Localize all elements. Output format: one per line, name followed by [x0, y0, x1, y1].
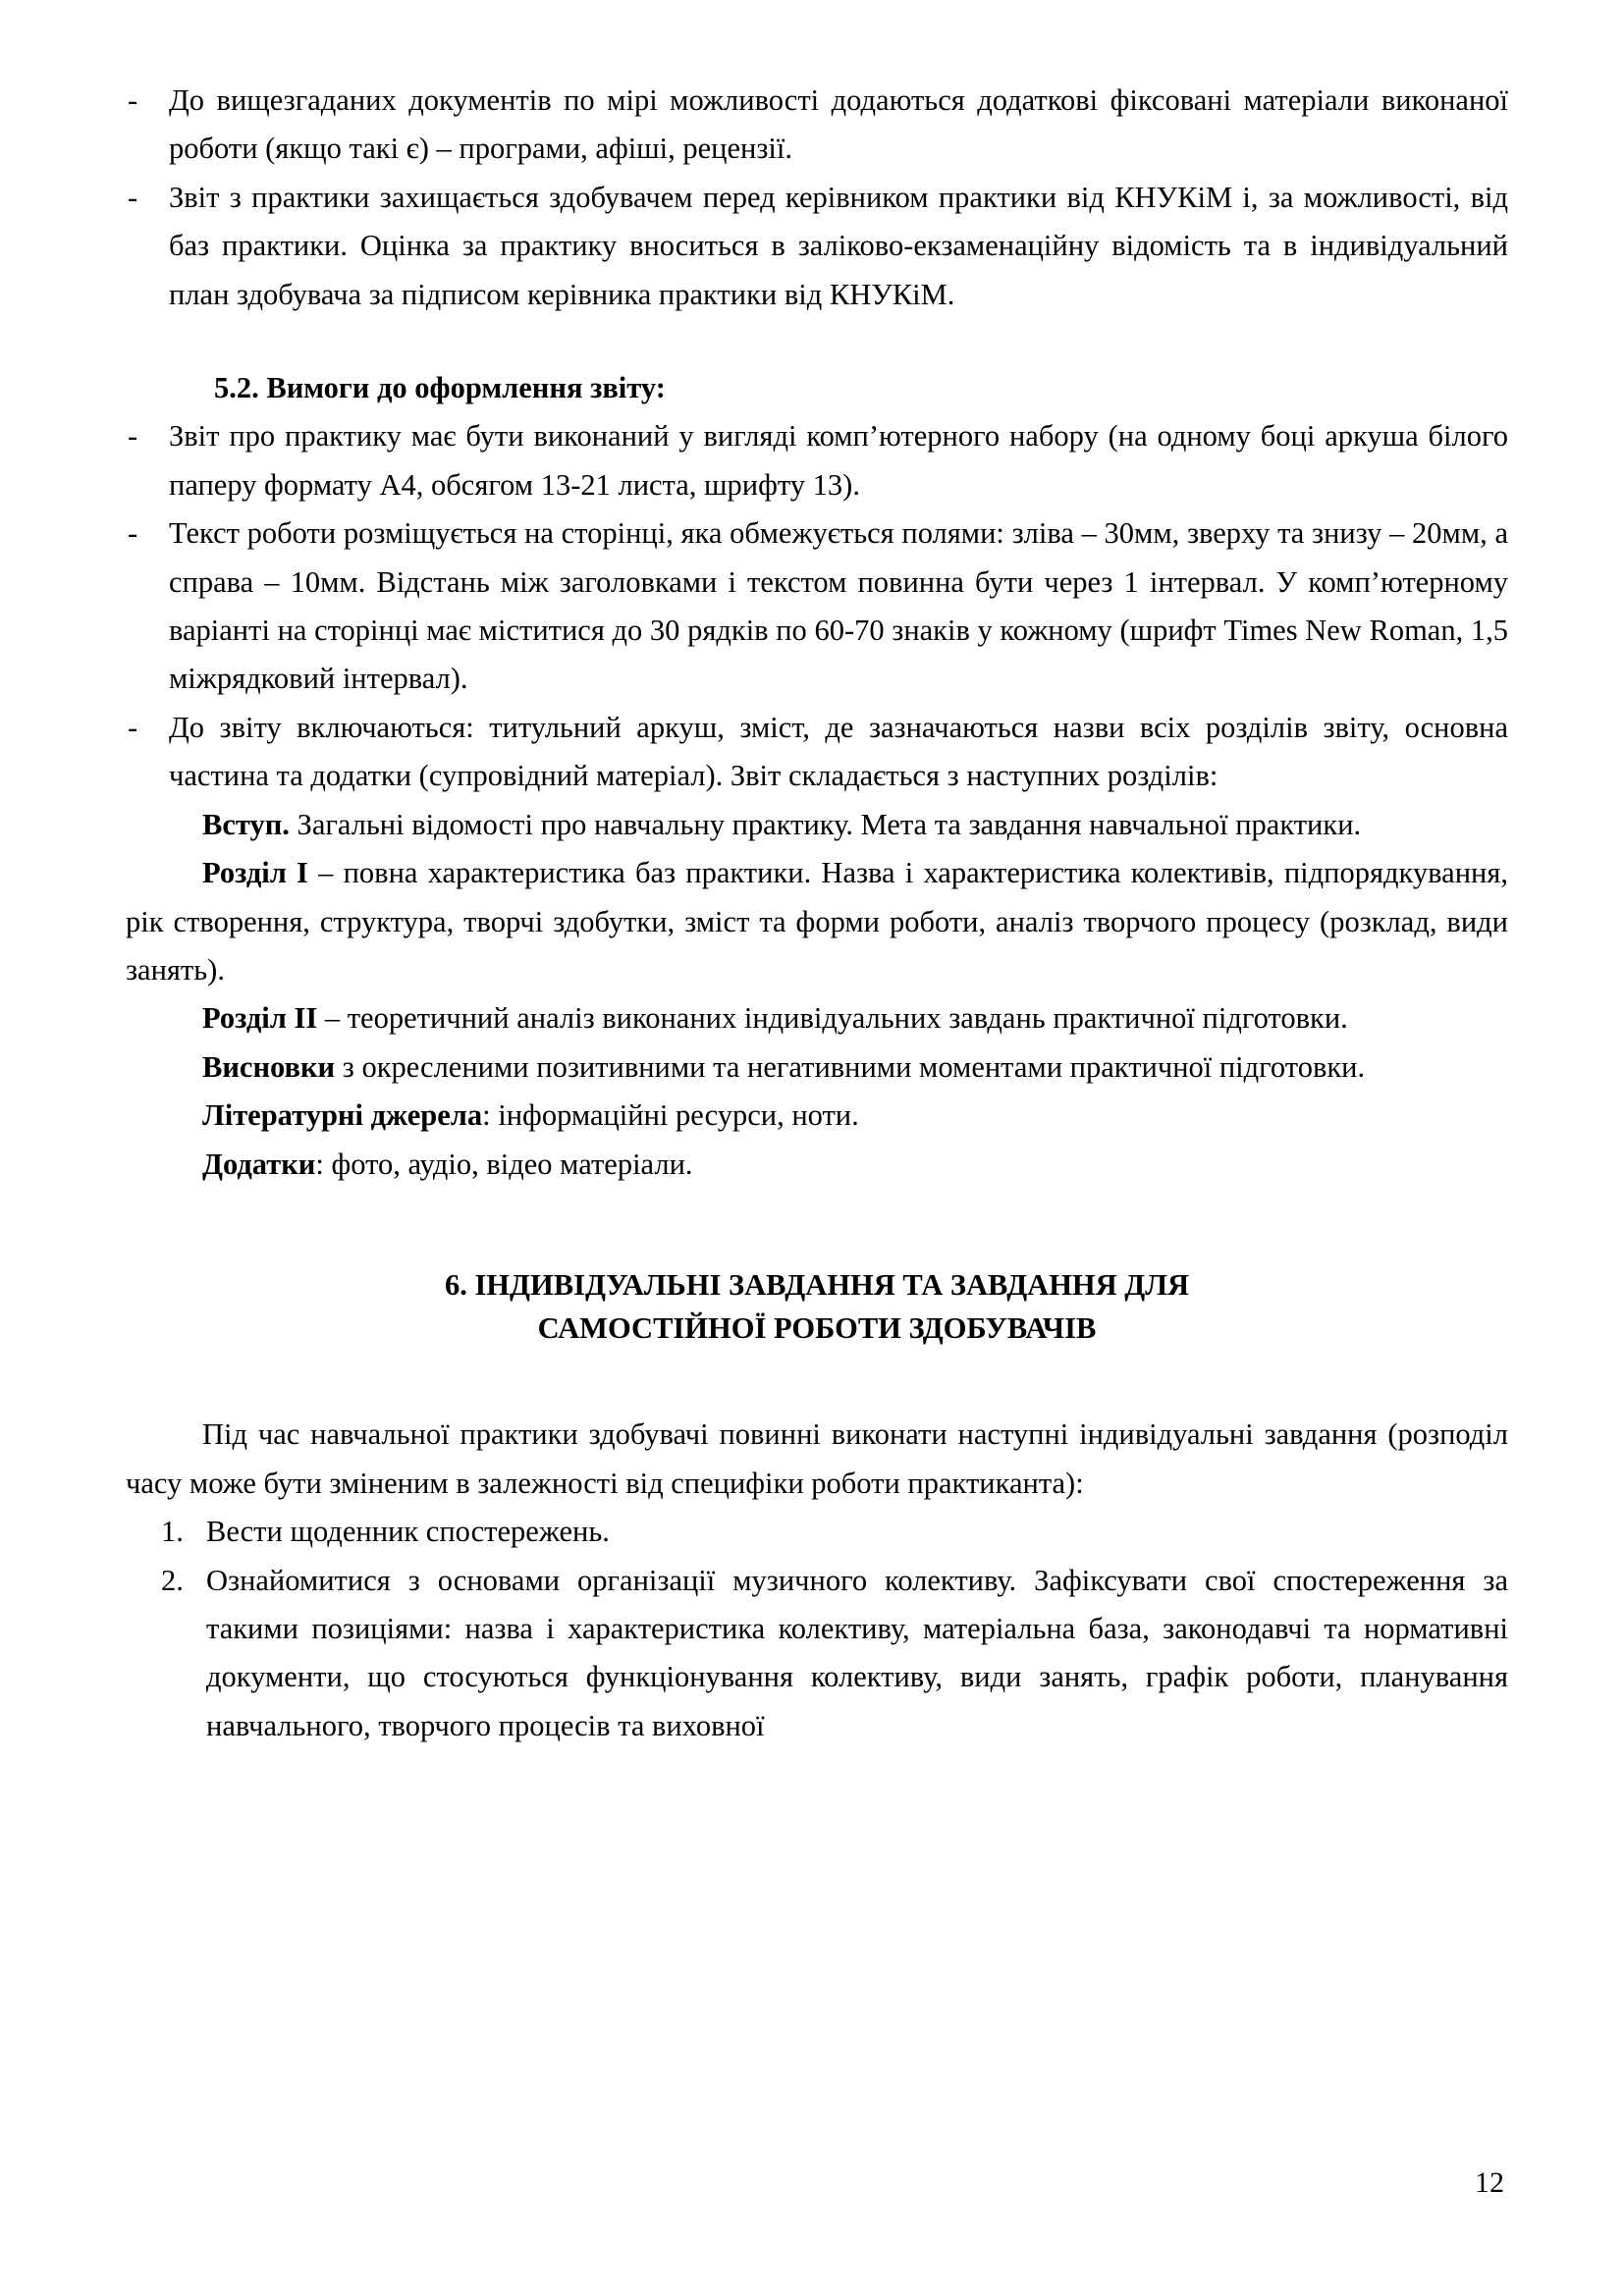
- list-item-text: Звіт про практику має бути виконаний у вигляді комп’ютерного набору (на одному боці аркуша білого паперу формату А4, обсягом 13-21 листа, шрифту 13).: [169, 419, 1508, 502]
- list-item: [126, 1508, 1508, 1556]
- structure-label: Вступ.: [202, 807, 290, 841]
- list-item: [126, 77, 1508, 174]
- report-structure-rozdil-1: [126, 849, 1508, 994]
- structure-label: Висновки: [202, 1049, 336, 1084]
- report-structure-rozdil-2: [126, 994, 1508, 1042]
- number-marker: 1.: [161, 1515, 184, 1549]
- dash-marker: -: [128, 180, 138, 214]
- section-6-intro: Під час навчальної практики здобувачі повинні виконати наступні індивідуальні завдання (розподіл часу може бути зміненим в залежності від специфіки роботи практиканта):: [126, 1417, 1508, 1500]
- list-item: [126, 509, 1508, 704]
- list-item-text: Ознайомитися з основами організації музичного колективу. Зафіксувати свої спостереження за такими позиціями: назва і характеристика колективу, матеріальна база, законодавчі та нормативні документи, що стосуються функціонування колективу, види занять, графік роботи, планування навчального, творчого процесів та виховної: [206, 1563, 1508, 1742]
- document-body: [126, 77, 1508, 1750]
- dash-marker: -: [128, 83, 138, 117]
- list-item-text: Вести щоденник спостережень.: [206, 1515, 610, 1549]
- dash-marker: -: [128, 516, 138, 551]
- list-item-text: Текст роботи розміщується на сторінці, яка обмежується полями: зліва – 30мм, зверху та знизу – 20мм, а справа – 10мм. Відстань між заголовками і текстом повинна бути через 1 інтервал. У комп’ютерному варіанті на сторінці має міститися до 30 рядків по 60-70 знаків у кожному (шрифт Times New Roman, 1,5 міжрядковий інтервал).: [169, 516, 1508, 696]
- list-item: [126, 412, 1508, 509]
- structure-label: Додатки: [202, 1147, 316, 1181]
- list-item-text: До вищезгаданих документів по мірі можливості додаються додаткові фіксовані матеріали виконаної роботи (якщо такі є) – програми, афіші, рецензії.: [169, 83, 1508, 166]
- section-heading-6-line-2: САМОСТІЙНОЇ РОБОТИ ЗДОБУВАЧІВ: [537, 1311, 1097, 1346]
- structure-label: Розділ I: [202, 856, 308, 890]
- report-structure-vysnovky: [126, 1043, 1508, 1092]
- structure-text: : фото, аудіо, відео матеріали.: [315, 1147, 693, 1181]
- structure-text: – повна характеристика баз практики. Назва і характеристика колективів, підпорядкування, рік створення, структура, творчі здобутки, зміст та форми роботи, аналіз творчого процесу (розклад, види занять).: [126, 856, 1508, 987]
- section-heading-6-line-1: 6. ІНДИВІДУАЛЬНІ ЗАВДАННЯ ТА ЗАВДАННЯ ДЛЯ: [444, 1267, 1190, 1302]
- dash-marker: -: [128, 710, 138, 744]
- structure-text: – теоретичний аналіз виконаних індивідуальних завдань практичної підготовки.: [317, 1001, 1348, 1036]
- report-structure-dodatky: [126, 1141, 1508, 1189]
- structure-label: Розділ II: [202, 1001, 318, 1036]
- report-structure-dzherela: [126, 1092, 1508, 1140]
- spacer: [126, 1189, 1508, 1263]
- spacer: [126, 1350, 1508, 1411]
- dash-marker: -: [128, 419, 138, 454]
- page-number: 12: [1475, 2166, 1504, 2199]
- list-item-text: Звіт з практики захищається здобувачем перед керівником практики від КНУКіМ і, за можливості, від баз практики. Оцінка за практику вноситься в заліково-екзаменаційну відомість та в індивідуальний план здобувача за підписом керівника практики від КНУКіМ.: [169, 180, 1508, 311]
- list-item-text: До звіту включаються: титульний аркуш, зміст, де зазначаються назви всіх розділів звіту, основна частина та додатки (супровідний матеріал). Звіт складається з наступних розділів:: [169, 710, 1508, 793]
- structure-text: : інформаційні ресурси, ноти.: [482, 1098, 859, 1133]
- number-marker: 2.: [161, 1563, 184, 1597]
- spacer: [126, 319, 1508, 364]
- list-item: [126, 704, 1508, 801]
- structure-text: Загальні відомості про навчальну практику. Мета та завдання навчальної практики.: [289, 807, 1362, 841]
- section-heading-5-2: 5.2. Вимоги до оформлення звіту:: [214, 371, 666, 405]
- list-item: [126, 174, 1508, 319]
- report-structure-vstup: [126, 801, 1508, 849]
- structure-text: з окресленими позитивними та негативними моментами практичної підготовки.: [335, 1049, 1366, 1084]
- list-item: [126, 1557, 1508, 1751]
- structure-label: Літературні джерела: [202, 1098, 483, 1133]
